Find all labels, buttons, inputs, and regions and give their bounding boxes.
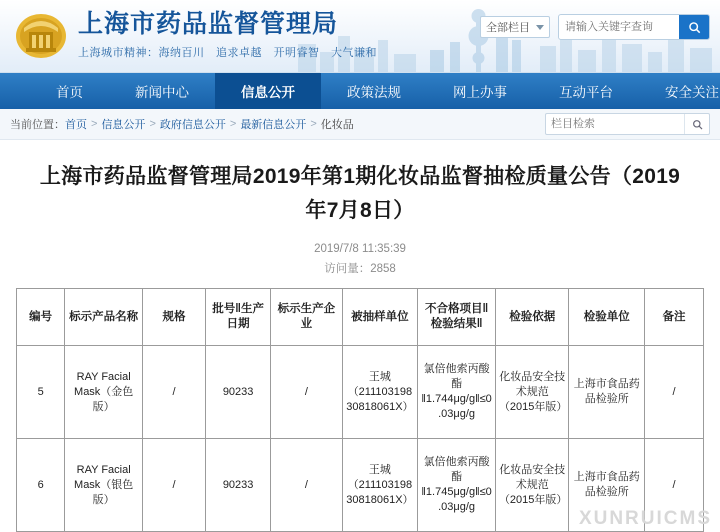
inspection-table	[16, 288, 704, 532]
cell-institute: 上海市食品药品检验所	[569, 439, 645, 532]
watermark: XUNRUICMS	[578, 508, 712, 529]
cell-remark: /	[645, 346, 704, 439]
col-product: 标示产品名称	[65, 289, 143, 346]
site-logo[interactable]	[14, 8, 377, 62]
col-institute: 检验单位	[569, 289, 645, 346]
nav-item-2[interactable]: 信息公开	[215, 73, 321, 109]
breadcrumb-item-4: 化妆品	[320, 119, 354, 131]
article-meta	[18, 240, 702, 278]
table-row	[17, 439, 704, 532]
header-tools	[480, 14, 710, 40]
article-datetime: 2019/7/8 11:35:39	[314, 243, 406, 255]
nav-item-4[interactable]: 网上办事	[453, 85, 507, 100]
cell-spec: /	[143, 346, 206, 439]
breadcrumb-item-3[interactable]: 最新信息公开	[240, 119, 307, 131]
cell-no: 5	[17, 346, 65, 439]
article	[0, 140, 720, 278]
breadcrumb-prefix: 当前位置：	[10, 119, 65, 131]
breadcrumb-item-2[interactable]: 政府信息公开	[159, 119, 226, 131]
cell-batch: 90233	[206, 439, 271, 532]
cell-institute: 上海市食品药品检验所	[569, 346, 645, 439]
article-visits	[18, 260, 702, 278]
search-icon	[688, 21, 701, 34]
column-select[interactable]	[480, 16, 550, 38]
breadcrumb-sep: >	[149, 118, 156, 130]
chevron-down-icon	[536, 25, 544, 30]
col-sampled-unit: 被抽样单位	[342, 289, 418, 346]
column-select-value: 全部栏目	[486, 22, 530, 34]
page-title: 上海市药品监督管理局2019年第1期化妆品监督抽检质量公告（2019年7月8日）	[39, 165, 681, 222]
col-batch: 批号‖生产日期	[206, 289, 271, 346]
column-search-input[interactable]	[546, 115, 684, 133]
search-icon	[692, 119, 703, 130]
nav-item-3[interactable]: 政策法规	[347, 85, 401, 100]
column-search[interactable]	[545, 113, 710, 135]
nav-item-1[interactable]: 新闻中心	[135, 85, 189, 100]
cell-manufacturer: /	[271, 346, 342, 439]
cell-product: RAY Facial Mask（银色版）	[65, 439, 143, 532]
col-no: 编号	[17, 289, 65, 346]
cell-standard: 化妆品安全技术规范（2015年版）	[495, 439, 569, 532]
cell-sampled-unit: 王城（21110319830818061X）	[342, 346, 418, 439]
cell-standard: 化妆品安全技术规范（2015年版）	[495, 346, 569, 439]
site-header	[0, 0, 720, 73]
cell-product: RAY Facial Mask（金色版）	[65, 346, 143, 439]
site-title: 上海市药品监督管理局	[78, 10, 339, 38]
cell-manufacturer: /	[271, 439, 342, 532]
col-standard: 检验依据	[495, 289, 569, 346]
visits-count: 2858	[370, 263, 396, 275]
breadcrumb-item-1[interactable]: 信息公开	[101, 119, 146, 131]
breadcrumb-item-0[interactable]: 首页	[65, 119, 87, 131]
breadcrumb-sep: >	[229, 118, 237, 130]
breadcrumb	[0, 109, 720, 140]
cell-spec: /	[143, 439, 206, 532]
cell-no: 6	[17, 439, 65, 532]
government-emblem-icon	[14, 8, 68, 62]
main-nav	[0, 73, 720, 109]
table-row	[17, 346, 704, 439]
visits-label: 访问量：	[324, 263, 371, 275]
search-button[interactable]	[679, 15, 709, 39]
site-subtitle: 上海城市精神：海纳百川 追求卓越 开明睿智 大气谦和	[78, 47, 377, 59]
table-header-row	[17, 289, 704, 346]
nav-item-5[interactable]: 互动平台	[559, 85, 613, 100]
cell-fail-item: 氯倍他索丙酸酯‖1.745μg/g‖≤0.03μg/g	[418, 439, 496, 532]
col-fail-item: 不合格项目‖检验结果‖	[418, 289, 496, 346]
nav-item-0[interactable]: 首页	[56, 85, 83, 100]
cell-batch: 90233	[206, 346, 271, 439]
site-search[interactable]	[558, 14, 710, 40]
breadcrumb-sep: >	[310, 118, 317, 130]
col-manufacturer: 标示生产企业	[271, 289, 342, 346]
cell-remark: /	[645, 439, 704, 532]
col-remark: 备注	[645, 289, 704, 346]
nav-item-6[interactable]: 安全关注	[665, 85, 719, 100]
column-search-button[interactable]	[684, 114, 709, 134]
search-input[interactable]	[559, 16, 679, 38]
breadcrumb-sep: >	[91, 118, 98, 130]
col-spec: 规格	[143, 289, 206, 346]
cell-fail-item: 氯倍他索丙酸酯‖1.744μg/g‖≤0.03μg/g	[418, 346, 496, 439]
cell-sampled-unit: 王城（21110319830818061X）	[342, 439, 418, 532]
